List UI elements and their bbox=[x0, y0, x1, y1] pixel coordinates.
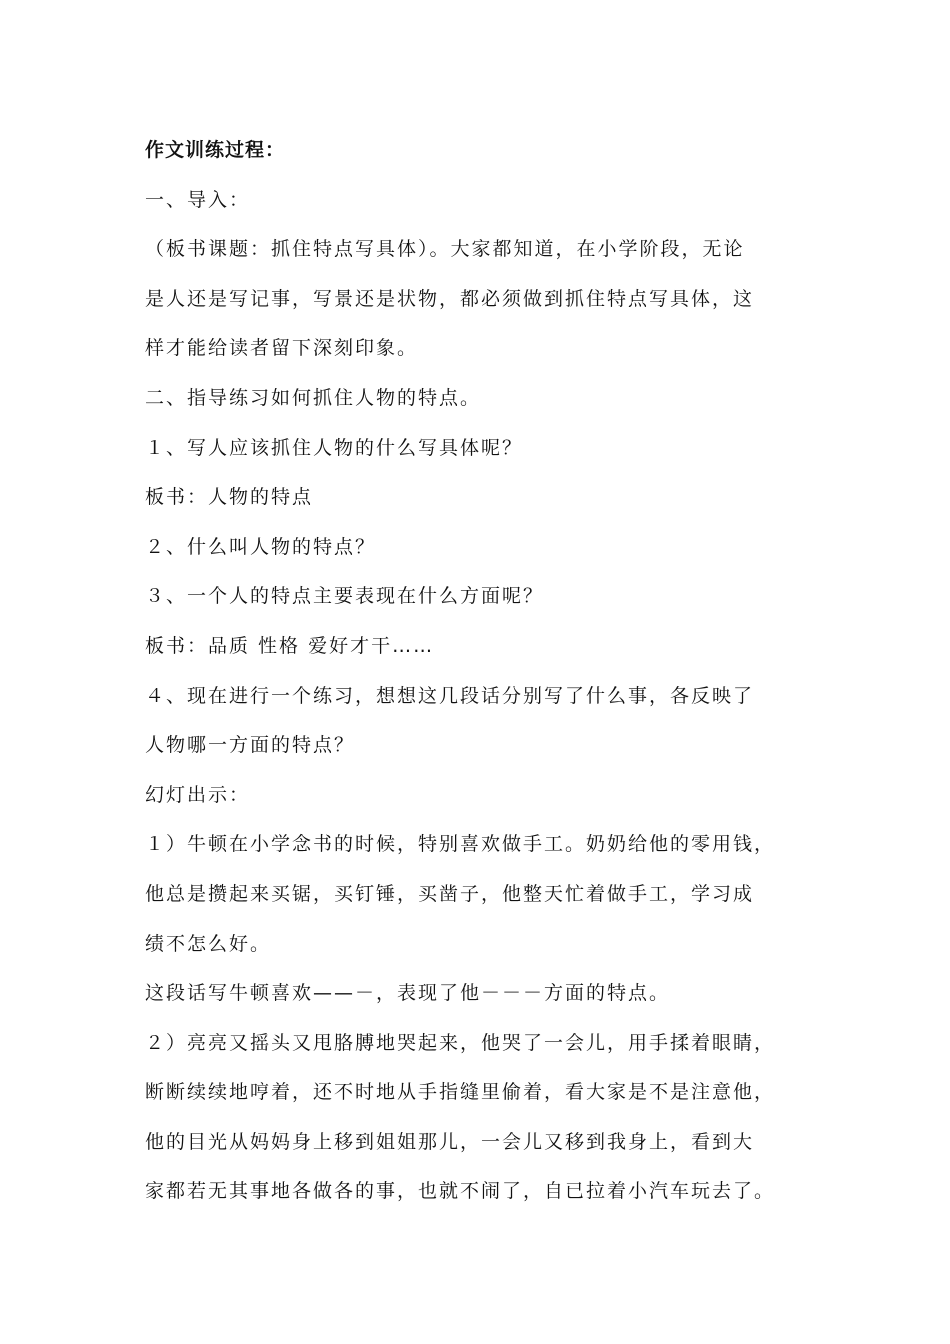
text-line: 样才能给读者留下深刻印象。 bbox=[145, 337, 419, 360]
text-line: 绩不怎么好。 bbox=[145, 932, 272, 955]
text-line: 他的目光从妈妈身上移到姐姐那儿，一会儿又移到我身上，看到大 bbox=[145, 1130, 755, 1153]
text-line: 二、指导练习如何抓住人物的特点。 bbox=[145, 386, 482, 409]
text-line: 人物哪一方面的特点？ bbox=[145, 734, 356, 757]
text-line: ４、现在进行一个练习，想想这几段话分别写了什么事，各反映了 bbox=[145, 684, 755, 707]
text-line: 一、导入： bbox=[145, 188, 251, 211]
text-line: 他总是攒起来买锯，买钉锤，买凿子，他整天忙着做手工，学习成 bbox=[145, 882, 755, 905]
text-line: ３、一个人的特点主要表现在什么方面呢？ bbox=[145, 585, 545, 608]
document-title: 作文训练过程： bbox=[145, 139, 286, 161]
text-line: 这段话写牛顿喜欢——－，表现了他－－－方面的特点。 bbox=[145, 982, 671, 1005]
text-line: 断断续续地哼着，还不时地从手指缝里偷着，看大家是不是注意他， bbox=[145, 1081, 776, 1104]
text-line: 家都若无其事地各做各的事，也就不闹了，自已拉着小汽车玩去了。 bbox=[145, 1180, 776, 1203]
text-line: １）牛顿在小学念书的时候，特别喜欢做手工。奶奶给他的零用钱， bbox=[145, 833, 776, 856]
text-line: ２、什么叫人物的特点？ bbox=[145, 535, 377, 558]
text-line: ２）亮亮又摇头又甩胳膊地哭起来，他哭了一会儿，用手揉着眼睛， bbox=[145, 1031, 776, 1054]
text-line: 板书：人物的特点 bbox=[145, 486, 314, 509]
text-line: （板书课题：抓住特点写具体）。大家都知道，在小学阶段，无论 bbox=[145, 238, 745, 261]
text-line: 板书：品质 性格 爱好才干…… bbox=[145, 634, 435, 657]
text-line: 幻灯出示： bbox=[145, 783, 251, 806]
text-line: 是人还是写记事，写景还是状物，都必须做到抓住特点写具体，这 bbox=[145, 287, 755, 310]
text-line: １、写人应该抓住人物的什么写具体呢？ bbox=[145, 436, 524, 459]
document-body bbox=[145, 126, 825, 1217]
